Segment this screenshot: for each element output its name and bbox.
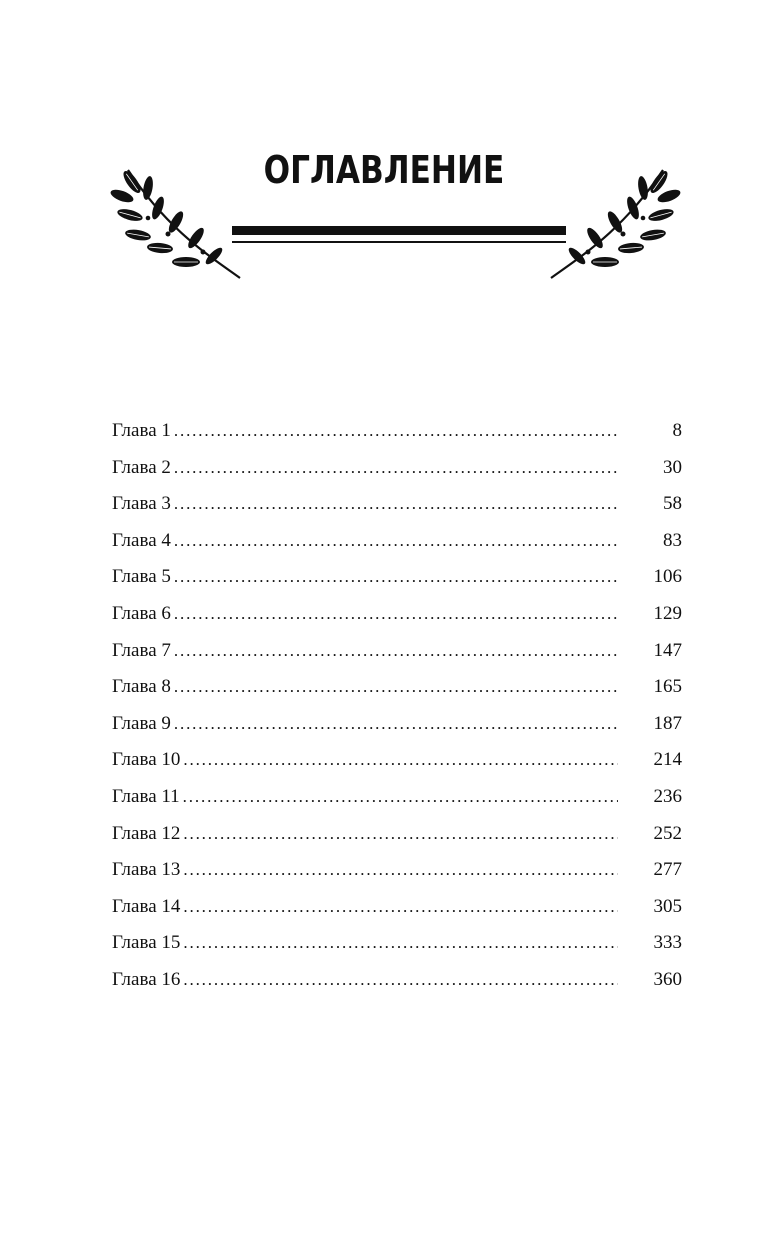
toc-chapter-label: Глава 10 (112, 749, 181, 771)
toc-dot-leader (183, 824, 618, 844)
toc-page-number: 277 (653, 859, 682, 881)
page-title: ОГЛАВЛЕНИЕ (263, 148, 505, 192)
toc-page-number: 252 (653, 822, 682, 844)
toc-entry[interactable] (112, 823, 682, 860)
toc-page-number: 30 (663, 456, 682, 478)
toc-chapter-label: Глава 14 (112, 895, 181, 917)
toc-chapter-label: Глава 1 (112, 420, 171, 441)
toc-chapter-label: Глава 12 (112, 822, 181, 844)
toc-page-number: 236 (653, 785, 682, 807)
toc-chapter-label: Глава 15 (112, 932, 181, 954)
toc-dot-leader (174, 494, 618, 514)
toc-entry[interactable] (112, 896, 682, 933)
toc-dot-leader (183, 860, 618, 880)
toc-page-number: 305 (653, 895, 682, 917)
toc-page-number: 106 (653, 566, 682, 588)
toc-chapter-label: Глава 16 (112, 968, 181, 990)
toc-chapter-label: Глава 4 (112, 529, 171, 551)
toc-dot-leader (174, 677, 618, 697)
toc-dot-leader (174, 604, 618, 624)
toc-chapter-label: Глава 9 (112, 712, 171, 734)
toc-dot-leader (174, 531, 618, 551)
toc-dot-leader (183, 970, 618, 990)
toc-entry[interactable] (112, 969, 682, 1006)
toc-dot-leader (174, 567, 618, 587)
toc-dot-leader (183, 933, 618, 953)
toc-entry[interactable] (112, 640, 682, 677)
toc-dot-leader (174, 421, 618, 441)
toc-page-number: 187 (653, 712, 682, 734)
toc-entry[interactable] (112, 713, 682, 750)
toc-page-number: 333 (653, 932, 682, 954)
table-of-contents (112, 420, 682, 1006)
toc-page-number: 58 (663, 493, 682, 515)
toc-entry[interactable] (112, 603, 682, 640)
toc-chapter-label: Глава 6 (112, 602, 171, 624)
toc-dot-leader (183, 787, 618, 807)
toc-entry[interactable] (112, 932, 682, 969)
toc-entry[interactable] (112, 457, 682, 494)
toc-page-number: 147 (653, 639, 682, 661)
toc-page-number: 129 (653, 602, 682, 624)
toc-entry[interactable] (112, 749, 682, 786)
toc-entry[interactable] (112, 676, 682, 713)
toc-page-number: 8 (672, 420, 682, 441)
toc-chapter-label: Глава 2 (112, 456, 171, 478)
toc-dot-leader (183, 897, 618, 917)
toc-entry[interactable] (112, 786, 682, 823)
toc-dot-leader (174, 458, 618, 478)
toc-chapter-label: Глава 13 (112, 859, 181, 881)
toc-chapter-label: Глава 5 (112, 566, 171, 588)
toc-chapter-label: Глава 11 (112, 785, 180, 807)
toc-entry[interactable] (112, 530, 682, 567)
toc-page-number: 165 (653, 676, 682, 698)
toc-entry[interactable] (112, 566, 682, 603)
title-rule-thin (232, 241, 566, 243)
toc-chapter-label: Глава 3 (112, 493, 171, 515)
toc-dot-leader (183, 750, 618, 770)
toc-entry[interactable] (112, 493, 682, 530)
page-header (0, 0, 768, 300)
toc-page-number: 83 (663, 529, 682, 551)
laurel-branch-icon (108, 160, 243, 285)
toc-dot-leader (174, 714, 618, 734)
toc-dot-leader (174, 641, 618, 661)
toc-entry[interactable] (112, 859, 682, 896)
toc-chapter-label: Глава 8 (112, 676, 171, 698)
toc-chapter-label: Глава 7 (112, 639, 171, 661)
title-rule-thick (232, 226, 566, 235)
laurel-branch-icon (548, 160, 683, 285)
toc-page-number: 214 (653, 749, 682, 771)
toc-entry[interactable] (112, 420, 682, 457)
toc-page-number: 360 (653, 968, 682, 990)
